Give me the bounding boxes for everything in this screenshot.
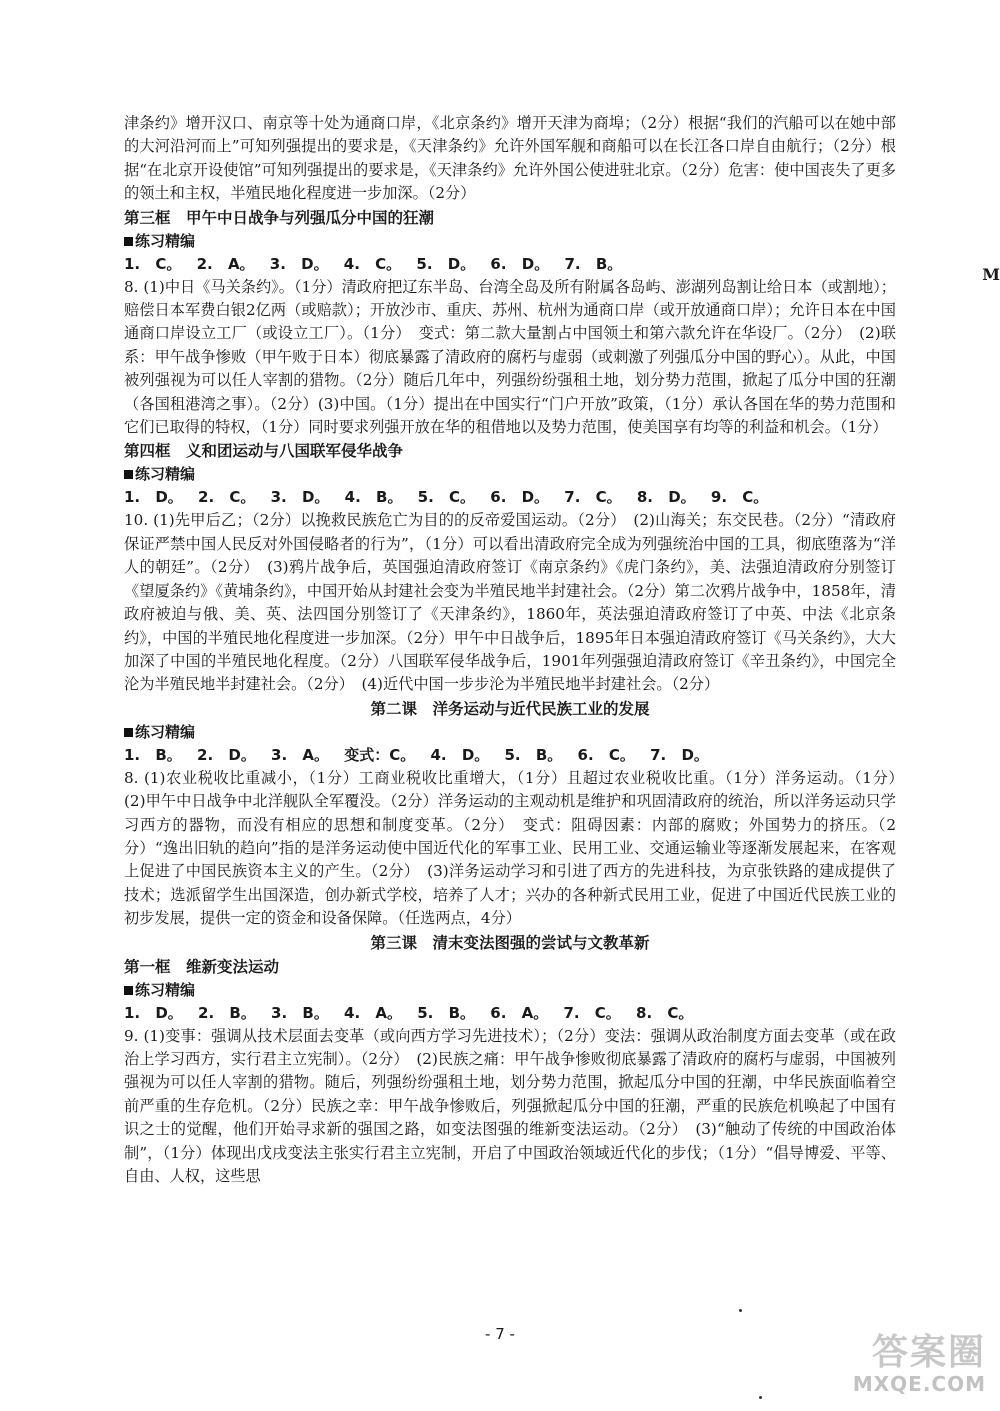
answer-paragraph-9: 9. (1)变事：强调从技术层面去变革（或向西方学习先进技术）；（2分）变法：强调从政治制度方面去变革（或在政治上学习西方，实行君主立宪制）。（2分） (2)民族之痛：甲午战争惨败彻底暴露了清政府的腐朽与虚弱，中国被列强视为可以任人宰割的猎物。随后，列强纷纷强租土地，划分势力范围，掀起瓜分中国的狂潮，中华民族面临着空前严重的生存危机。（2分）民族之幸：甲午战争惨败后，列强掀起瓜分中国的狂潮，严重的民族危机唤起了中国有识之士的觉醒，他们开始寻求新的强国之路，如变法图强的维新变法运动。（2分） (3)“触动了传统的中国政治体制”，（1分）体现出戊戌变法主张实行君主立宪制，开启了中国政治领域近代化的步伐；（1分）“倡导博爱、平等、自由、人权，这些思 <box>124 1026 896 1185</box>
choice-answers: 1. B。 2. D。 3. A。 变式：C。 4. D。 5. B。 6. C。 7. D。 <box>124 745 709 764</box>
document-body <box>124 112 912 1188</box>
edge-mark: M <box>982 265 1000 284</box>
answer-paragraph-8: 8. (1)中日《马关条约》。（1分）清政府把辽东半岛、台湾全岛及所有附属各岛屿、澎湖列岛割让给日本（或割地）；赔偿日本军费白银2亿两（或赔款）；开放沙市、重庆、苏州、杭州为通商口岸（或开放通商口岸）；允许日本在中国通商口岸设立工厂（或设立工厂）。（1分） 变式：第二款大量割占中国领土和第六款允许在华设厂。（2分） (2)联系：甲午战争惨败（甲午败于日本）彻底暴露了清政府的腐朽与虚弱（或刺激了列强瓜分中国的野心）。从此，中国被列强视为可以任人宰割的猎物。（2分）随后几年中，列强纷纷强租土地，划分势力范围，掀起了瓜分中国的狂潮（各国租港湾之事）。（2分）(3)中国。（1分）提出在中国实行“门户开放”政策，（1分）承认各国在华的势力范围和它们已取得的特权，（1分）同时要求列强开放在华的租借地以及势力范围，使美国享有均等的利益和机会。（1分） <box>124 277 896 437</box>
square-bullet-icon <box>124 237 133 246</box>
answer-paragraph-8b: 8. (1)农业税收比重减小，（1分）工商业税收比重增大，（1分）且超过农业税收比重。（1分）洋务运动。（1分） (2)甲午中日战争中北洋舰队全军覆没。（2分）洋务运动的主观动机是维护和巩固清政府的统治，所以洋务运动只学习西方的器物，而没有相应的思想和制度变革。（2分） 变式：阻碍因素：内部的腐败；外国势力的挤压。（2分）“逸出旧轨的趋向”指的是洋务运动使中国近代化的军事工业、民用工业、交通运输业等逐渐发展起来，在客观上促进了中国民族资本主义的产生。（2分） (3)洋务运动学习和引进了西方的先进科技，为京张铁路的建成提供了技术；选派留学生出国深造，创办新式学校，培养了人才；兴办的各种新式民用工业，促进了中国近代民族工业的初步发展，提供一定的资金和设备保障。（任选两点，4分） <box>124 768 912 928</box>
section-heading-lesson3-1: 第一框 维新变法运动 <box>124 957 280 976</box>
speck <box>759 1396 762 1399</box>
watermark-title: 答案圈 <box>871 1332 986 1373</box>
page-number: - 7 - <box>485 1325 515 1343</box>
section-heading-lesson1-3: 第三框 甲午中日战争与列强瓜分中国的狂潮 <box>124 208 435 227</box>
choice-answers: 1. D。 2. C。 3. D。 4. B。 5. C。 6. D。 7. C。 8. D。 9. C。 <box>124 488 769 507</box>
exercise-label: 练习精编 <box>124 721 896 744</box>
watermark-url: MXQE.COM <box>852 1372 986 1396</box>
exercise-label: 练习精编 <box>124 979 896 1002</box>
square-bullet-icon <box>124 470 133 479</box>
answer-paragraph-10: 10. (1)先甲后乙；（2分）以挽救民族危亡为目的的反帝爱国运动。（2分） (2)山海关；东交民巷。（2分）“清政府保证严禁中国人民反对外国侵略者的行为”，（1分）可以看出清政府完全成为列强统治中国的工具，彻底堕落为“洋人的朝廷”。（2分） (3)鸦片战争后，英国强迫清政府签订《南京条约》《虎门条约》，美、法强迫清政府分别签订《望厦条约》《黄埔条约》，中国开始从封建社会变为半殖民地半封建社会。（2分）第二次鸦片战争中，1858年，清政府被迫与俄、美、英、法四国分别签订了《天津条约》，1860年，英法强迫清政府签订了中英、中法《北京条约》，中国的半殖民地化程度进一步加深。（2分）甲午中日战争后，1895年日本强迫清政府签订《马关条约》，大大加深了中国的半殖民地化程度。（2分）八国联军侵华战争后，1901年列强强迫清政府签订《辛丑条约》，中国完全沦为半殖民地半封建社会。（2分） (4)近代中国一步步沦为半殖民地半封建社会。（2分） <box>124 511 896 694</box>
square-bullet-icon <box>124 728 133 737</box>
exercise-label: 练习精编 <box>124 463 896 486</box>
speck <box>739 1309 742 1312</box>
lesson-heading-2: 第二课 洋务运动与近代民族工业的发展 <box>370 699 650 718</box>
choice-answers: 1. C。 2. A。 3. D。 4. C。 5. D。 6. D。 7. B。 <box>124 254 623 273</box>
section-heading-lesson1-4: 第四框 义和团运动与八国联军侵华战争 <box>124 442 404 461</box>
exercise-label: 练习精编 <box>124 230 896 253</box>
choice-answers: 1. D。 2. B。 3. B。 4. A。 5. B。 6. A。 7. C。 8. C。 <box>124 1003 694 1022</box>
lesson-heading-3: 第三课 清末变法图强的尝试与文教革新 <box>370 933 650 952</box>
square-bullet-icon <box>124 986 133 995</box>
watermark-logo <box>836 1333 986 1401</box>
paragraph-continuation: 津条约》增开汉口、南京等十处为通商口岸，《北京条约》增开天津为商埠；（2分）根据“我们的汽船可以在她中部的大河沿河而上”可知列强提出的要求是，《天津条约》允许外国军舰和商船可以在长江各口岸自由航行；（2分）根据“在北京开设使馆”可知列强提出的要求是，《天津条约》允许外国公使进驻北京。（2分）危害：使中国丧失了更多的领土和主权，半殖民地化程度进一步加深。（2分） <box>124 114 896 203</box>
